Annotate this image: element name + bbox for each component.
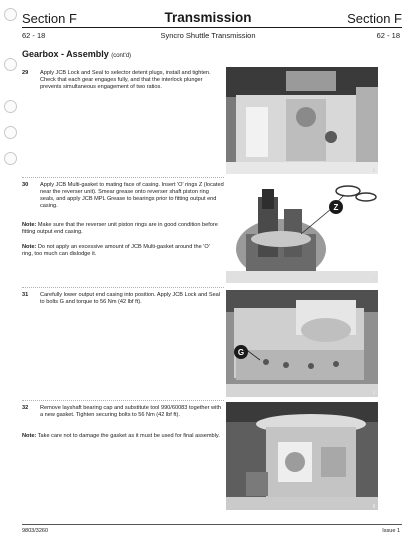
page-number-left: 62 - 18 [22,31,46,40]
callout-g: G [237,348,245,357]
page-subtitle: Syncro Shuttle Transmission [160,31,256,40]
binder-hole [4,126,17,139]
binder-hole [4,100,17,113]
note-label: Note: [22,222,37,228]
photo-step-31 [226,290,378,397]
step-number: 31 [22,292,29,298]
note-piston-rings [22,222,222,236]
chapter-title: Transmission [164,10,252,25]
step-text: Remove layshaft bearing cap and substitute tool 990/60083 together with a new gasket. Tighten securing bolts to 56 Nm (42 lbf ft). [40,405,221,418]
step-number: 29 [22,70,29,76]
page-title-text: Gearbox - Assembly [22,49,109,59]
photo-reference [373,168,375,172]
photo-step-32 [226,402,378,510]
note-text: Make sure that the reverser unit piston rings are in good condition before fitting output end casing. [22,222,218,235]
photo-reference [373,277,375,281]
footer-rule [22,524,402,525]
page-title-suffix: (cont'd) [111,53,132,59]
binder-hole [4,58,17,71]
photo-step-30 [226,179,378,283]
note-text: Do not apply an excessive amount of JCB Multi-gasket around the 'O' ring, too much can dislodge it. [22,244,210,257]
step-29 [22,70,224,91]
binder-hole [4,152,17,165]
step-number: 32 [22,405,29,411]
step-text: Apply JCB Multi-gasket to mating face of casing. Insert 'O' rings Z (located near the reverser unit). Smear grease onto reverser shaft piston ring seals, and apply JCB MPL Grease to bearings prior to fitting output end casing. [40,182,224,209]
note-label: Note: [22,244,37,250]
step-text: Carefully lower output end casing into position. Apply JCB Lock and Seal to bolts G and torque to 56 Nm (42 lbf ft). [40,292,221,305]
photo-reference [373,504,375,508]
step-text: Apply JCB Lock and Seal to selector detent plugs, install and tighten. Check that each gear engages fully, and that the interlock plunger prevents simultaneous engagement of two ratios. [40,70,211,90]
note-text: Take care not to damage the gasket as it must be used for final assembly. [37,433,220,439]
step-divider [22,177,224,178]
step-number: 30 [22,182,29,188]
note-gasket [22,433,222,440]
section-label-right: Section F [347,11,402,26]
step-divider [22,287,224,288]
section-label-left: Section F [22,11,77,26]
photo-reference [373,391,375,395]
photo-step-29 [226,67,378,174]
step-30 [22,182,224,210]
callout-z: Z [333,203,339,212]
page-number-right: 62 - 18 [376,31,400,40]
step-32 [22,405,224,419]
note-multi-gasket [22,244,222,258]
page-title [22,49,131,59]
note-label: Note: [22,433,37,439]
step-31 [22,292,224,306]
step-divider [22,400,224,401]
document-number: 9803/3260 [22,528,48,534]
issue-label: Issue 1 [382,528,400,534]
header-rule [22,27,402,28]
